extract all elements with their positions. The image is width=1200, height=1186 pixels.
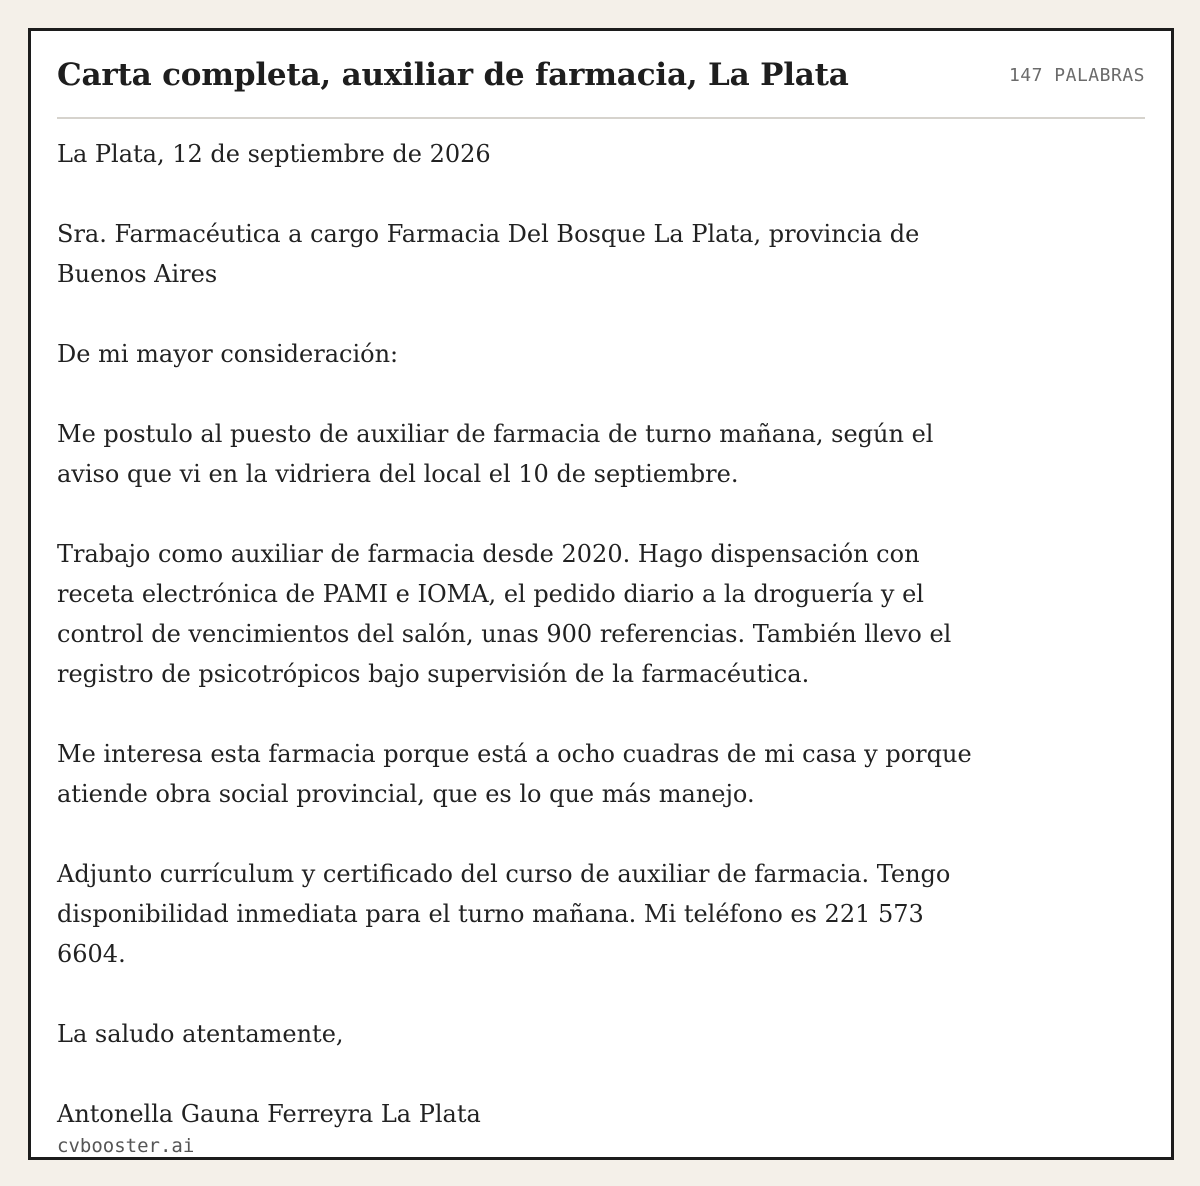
card-header <box>57 53 1145 119</box>
letter-signature: Antonella Gauna Ferreyra La Plata <box>57 1100 481 1128</box>
letter-card <box>28 28 1174 1160</box>
letter-salutation: De mi mayor consideración: <box>57 340 399 368</box>
letter-date: La Plata, 12 de septiembre de 2026 <box>57 140 491 168</box>
page-title: Carta completa, auxiliar de farmacia, La Plata <box>57 57 849 93</box>
brand-footer: cvbooster.ai <box>57 1135 195 1157</box>
letter-closing: La saludo atentamente, <box>57 1020 344 1048</box>
letter-paragraph-3: Me interesa esta farmacia porque está a ocho cuadras de mi casa y porque atiende obra social provincial, que es lo que más manejo. <box>57 740 972 808</box>
word-count-badge: 147 PALABRAS <box>1008 65 1145 86</box>
letter-paragraph-2: Trabajo como auxiliar de farmacia desde 2020. Hago dispensación con receta electrónica de PAMI e IOMA, el pedido diario a la droguería y el control de vencimientos del salón, unas 900 referencias. También llevo el registro de psicotrópicos bajo supervisión de la farmacéutica. <box>57 540 952 688</box>
letter-paragraph-1: Me postulo al puesto de auxiliar de farmacia de turno mañana, según el aviso que vi en la vidriera del local el 10 de septiembre. <box>57 420 934 488</box>
letter-recipient: Sra. Farmacéutica a cargo Farmacia Del Bosque La Plata, provincia de Buenos Aires <box>57 220 920 288</box>
letter-paragraph-4: Adjunto currículum y certificado del curso de auxiliar de farmacia. Tengo disponibilidad inmediata para el turno mañana. Mi teléfono es 221 573 6604. <box>57 860 951 968</box>
letter-body <box>57 134 997 1134</box>
